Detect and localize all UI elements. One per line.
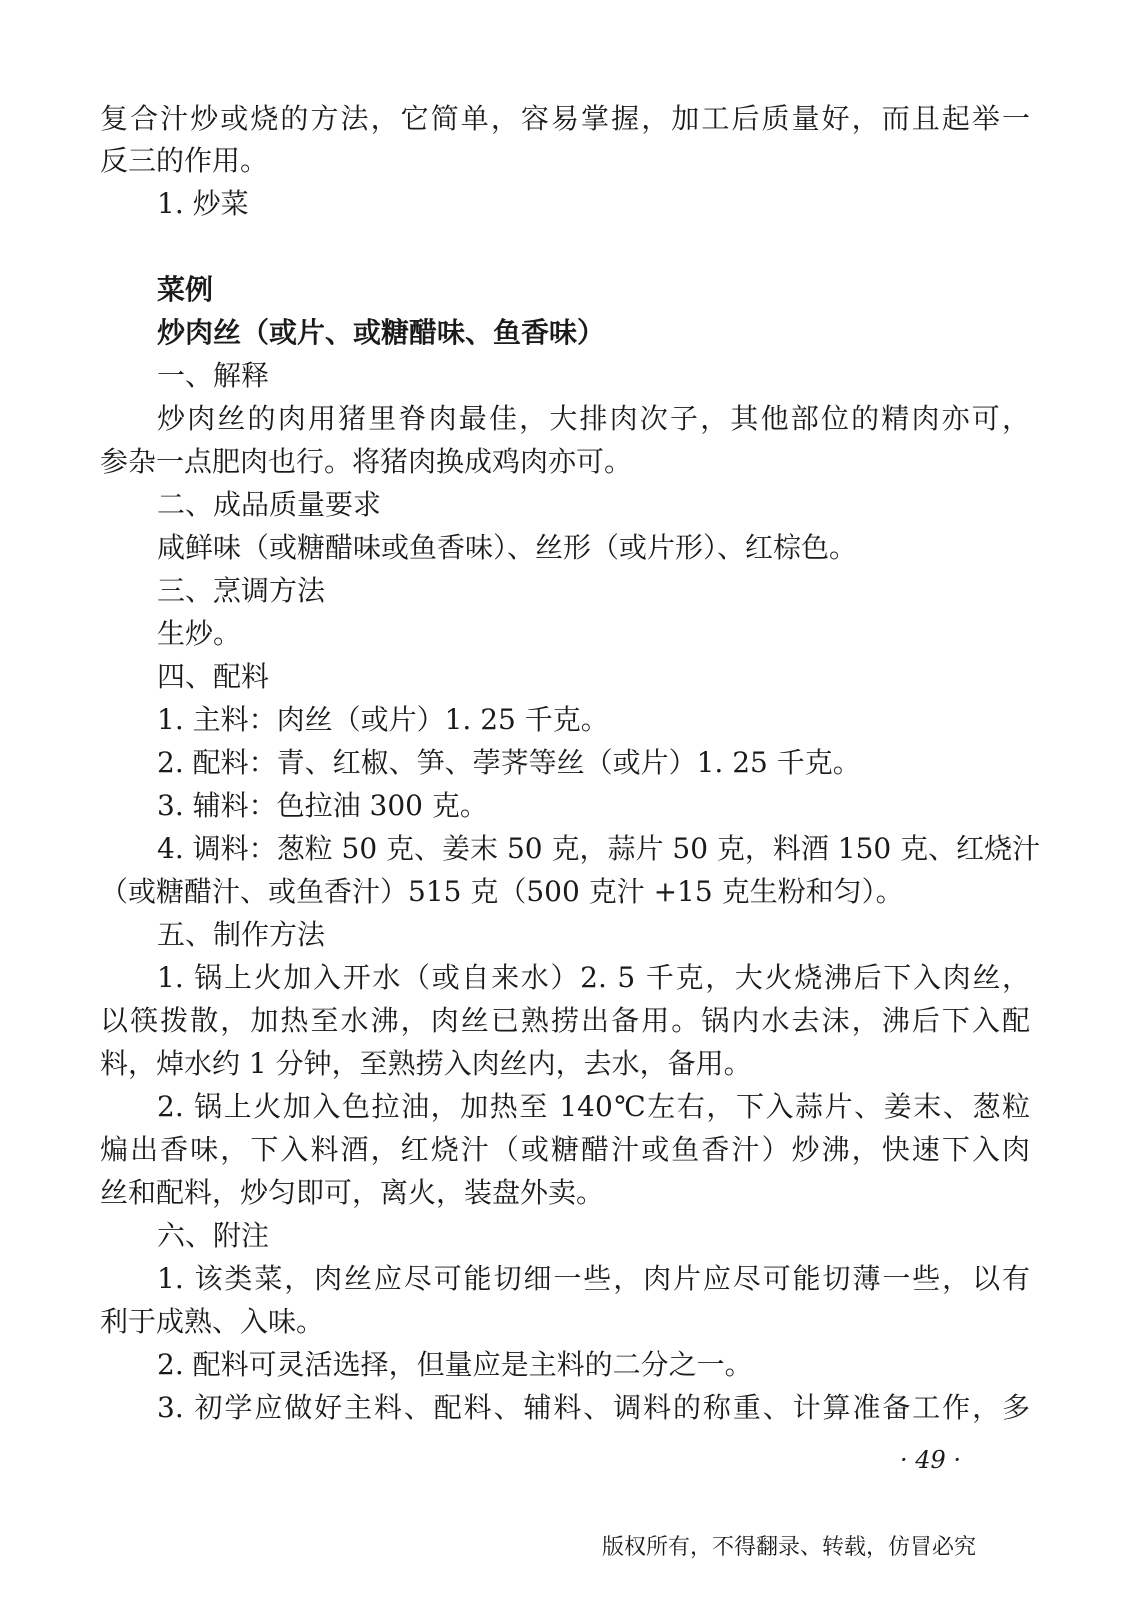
list-item: 2. 配料：青、红椒、笋、荸荠等丝（或片）1. 25 千克。 — [157, 746, 861, 779]
paragraph-line: 生炒。 — [157, 617, 242, 650]
recipe-title: 炒肉丝（或片、或糖醋味、鱼香味） — [157, 316, 606, 349]
paragraph-line: 料，焯水约 1 分钟，至熟捞入肉丝内，去水，备用。 — [100, 1047, 752, 1080]
recipe-label: 菜例 — [157, 273, 214, 306]
paragraph-line: （或糖醋汁、或鱼香汁）515 克（500 克汁 +15 克生粉和匀）。 — [100, 875, 904, 908]
page-number: · 49 · — [900, 1446, 962, 1474]
paragraph-line: 以筷拨散，加热至水沸，肉丝已熟捞出备用。锅内水去沫，沸后下入配 — [100, 1004, 1030, 1037]
subheading: 一、解释 — [157, 359, 270, 392]
paragraph-line: 炒肉丝的肉用猪里脊肉最佳，大排肉次子，其他部位的精肉亦可， — [157, 402, 1030, 435]
paragraph-line: 丝和配料，炒匀即可，离火，装盘外卖。 — [100, 1176, 605, 1209]
paragraph-line: 利于成熟、入味。 — [100, 1305, 325, 1338]
paragraph-line: 参杂一点肥肉也行。将猪肉换成鸡肉亦可。 — [100, 445, 633, 478]
list-item: 4. 调料：葱粒 50 克、姜末 50 克，蒜片 50 克，料酒 150 克、红烧汁 — [157, 832, 1041, 865]
paragraph-line: 复合汁炒或烧的方法，它简单，容易掌握，加工后质量好，而且起举一 — [100, 102, 1030, 135]
paragraph-line: 煸出香味，下入料酒，红烧汁（或糖醋汁或鱼香汁）炒沸，快速下入肉 — [100, 1133, 1030, 1166]
list-item: 1. 主料：肉丝（或片）1. 25 千克。 — [157, 703, 609, 736]
list-item: 1. 锅上火加入开水（或自来水）2. 5 千克，大火烧沸后下入肉丝， — [157, 961, 1030, 994]
subheading: 五、制作方法 — [157, 918, 326, 951]
copyright-notice: 版权所有，不得翻录、转载，仿冒必究 — [602, 1535, 977, 1560]
list-item: 2. 锅上火加入色拉油，加热至 140℃左右，下入蒜片、姜末、葱粒 — [157, 1090, 1030, 1123]
section-heading: 1. 炒菜 — [157, 187, 249, 220]
list-item: 2. 配料可灵活选择，但量应是主料的二分之一。 — [157, 1348, 753, 1381]
subheading: 二、成品质量要求 — [157, 488, 382, 521]
list-item: 3. 初学应做好主料、配料、辅料、调料的称重、计算准备工作，多 — [157, 1391, 1030, 1424]
subheading: 三、烹调方法 — [157, 574, 326, 607]
subheading: 四、配料 — [157, 660, 270, 693]
subheading: 六、附注 — [157, 1219, 270, 1252]
list-item: 1. 该类菜，肉丝应尽可能切细一些，肉片应尽可能切薄一些，以有 — [157, 1262, 1030, 1295]
paragraph-line: 咸鲜味（或糖醋味或鱼香味）、丝形（或片形）、红棕色。 — [157, 531, 858, 564]
list-item: 3. 辅料：色拉油 300 克。 — [157, 789, 488, 822]
paragraph-line: 反三的作用。 — [100, 144, 269, 177]
